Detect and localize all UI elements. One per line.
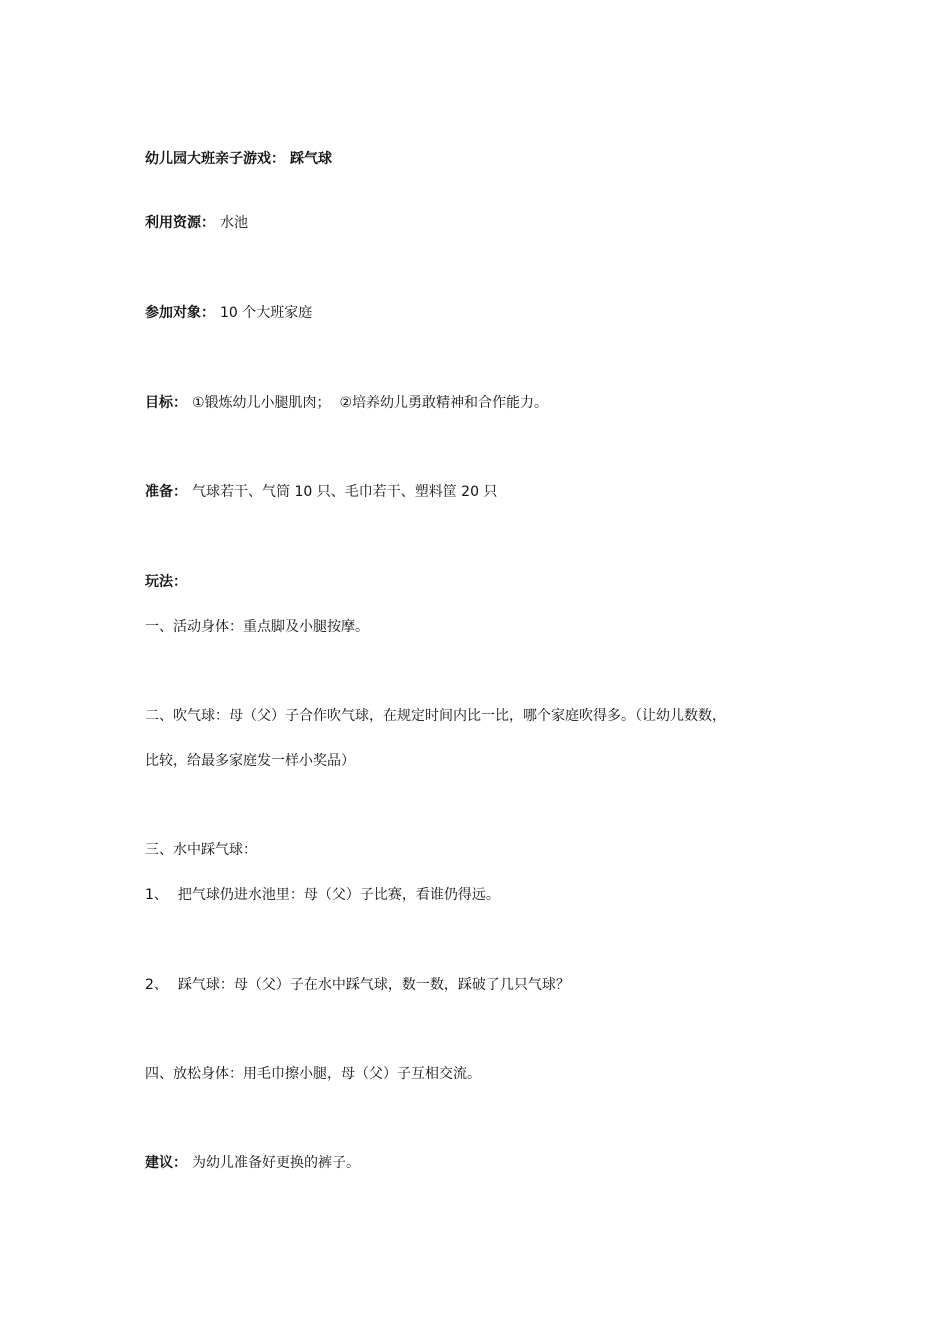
goals-line [145, 393, 548, 413]
step-2-text-2: 比较，给最多家庭发一样小奖品） [145, 753, 355, 769]
step-4-text: 四、放松身体：用毛巾擦小腿，母（父）子互相交流。 [145, 1066, 481, 1082]
title-line [145, 149, 332, 169]
goals-value: ①锻炼幼儿小腿肌肉； ②培养幼儿勇敢精神和合作能力。 [192, 395, 549, 411]
step-4 [145, 1064, 481, 1084]
step-2-text-1: 二、吹气球：母（父）子合作吹气球，在规定时间内比一比，哪个家庭吹得多。（让幼儿数数， [145, 708, 726, 724]
resources-value: 水池 [220, 215, 248, 231]
step-3 [145, 840, 257, 860]
step-3-item-2-text: 踩气球：母（父）子在水中踩气球，数一数，踩破了几只气球？ [177, 977, 570, 993]
suggestion-line [145, 1153, 360, 1173]
resources-label: 利用资源： [145, 215, 215, 231]
step-3-item-1-num: 1、 [145, 887, 168, 903]
step-1-text: 一、活动身体：重点脚及小腿按摩。 [145, 619, 369, 635]
suggestion-label: 建议： [145, 1155, 187, 1171]
prep-line [145, 482, 497, 502]
goals-label: 目标： [145, 395, 187, 411]
prep-label: 准备： [145, 484, 187, 500]
participants-line [145, 303, 312, 323]
prep-value: 气球若干、气筒 10 只、毛巾若干、塑料筐 20 只 [192, 484, 498, 500]
step-3-item-1 [145, 885, 500, 905]
step-3-item-2-num: 2、 [145, 977, 168, 993]
play-heading [145, 572, 187, 592]
step-3-item-2 [145, 975, 570, 995]
step-1 [145, 617, 369, 637]
play-label: 玩法： [145, 574, 187, 590]
resources-line [145, 213, 248, 233]
participants-value: 10 个大班家庭 [220, 305, 313, 321]
step-3-text: 三、水中踩气球： [145, 842, 257, 858]
suggestion-value: 为幼儿准备好更换的裤子。 [192, 1155, 360, 1171]
step-2-line-1 [145, 706, 726, 726]
title-label: 幼儿园大班亲子游戏： [145, 151, 285, 167]
step-2-line-2 [145, 751, 355, 771]
participants-label: 参加对象： [145, 305, 215, 321]
step-3-item-1-text: 把气球仍进水池里：母（父）子比赛，看谁仍得远。 [177, 887, 500, 903]
title-value: 踩气球 [290, 151, 332, 167]
